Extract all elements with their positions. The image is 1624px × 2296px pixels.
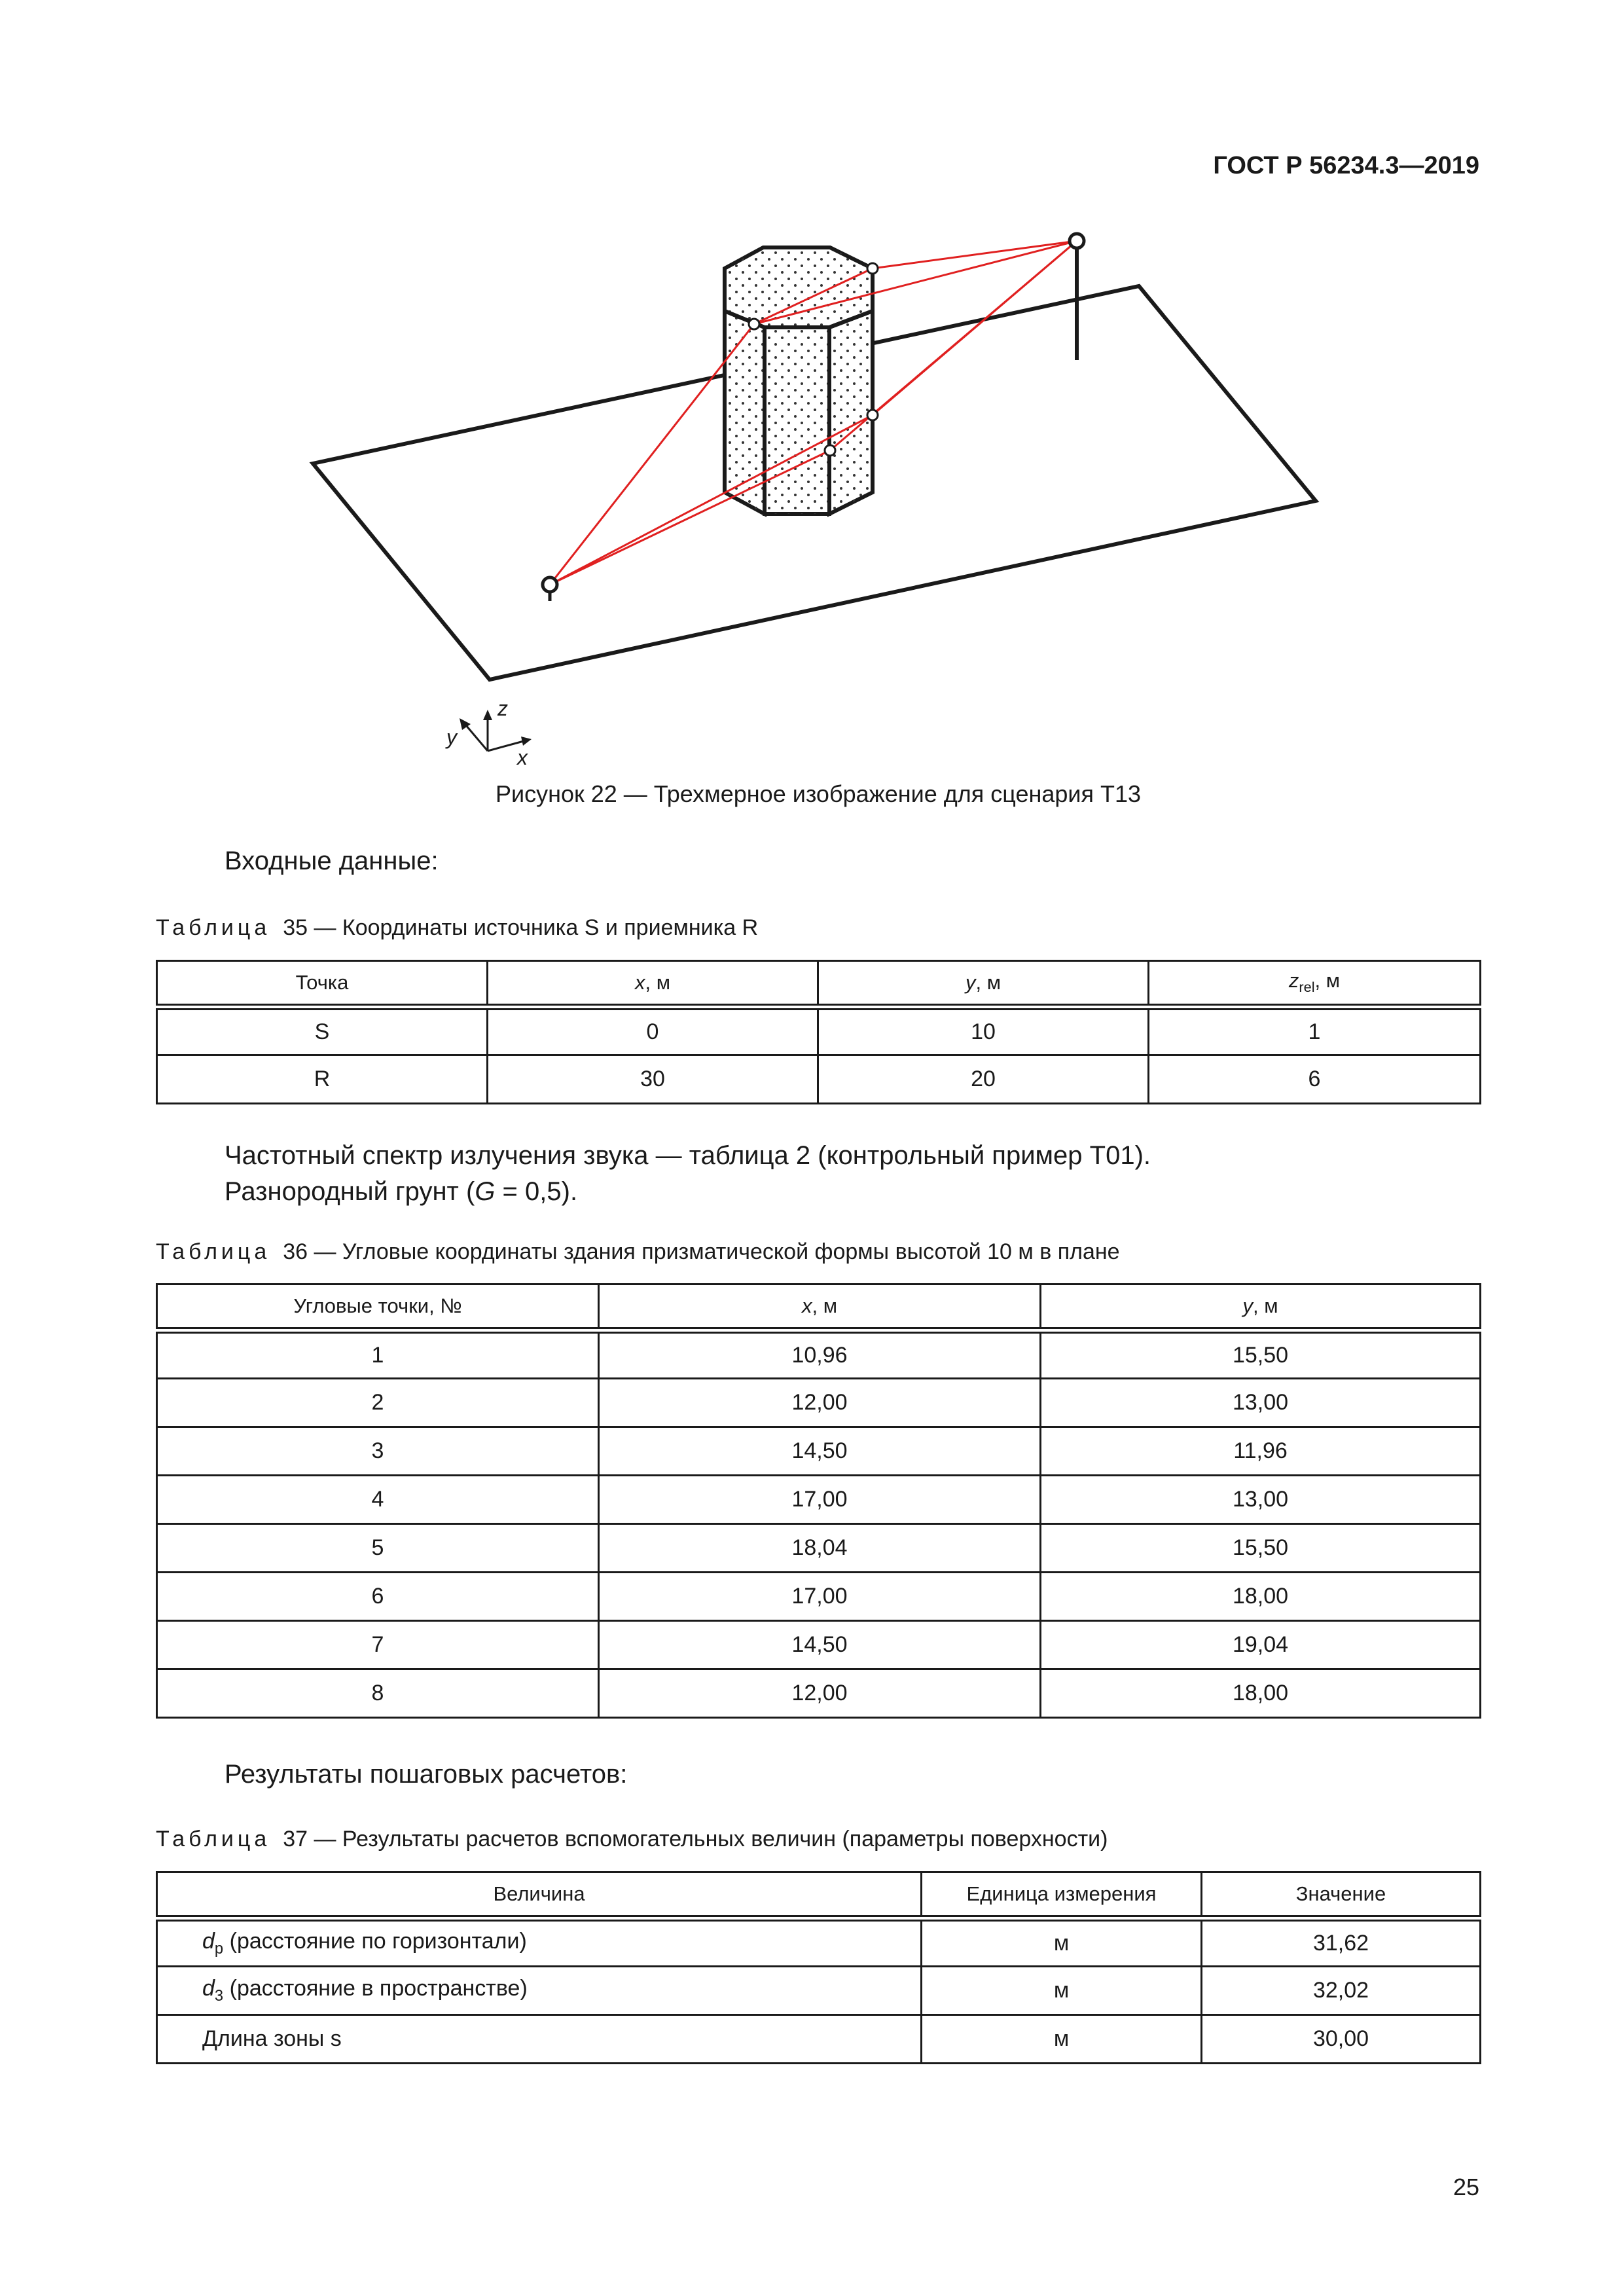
value-cell: 31,62 xyxy=(1202,1918,1481,1967)
table-row xyxy=(157,1918,1481,1967)
table-cell: 18,00 xyxy=(1041,1573,1481,1621)
table36-caption: Таблица 36 — Угловые координаты здания призматической формы высотой 10 м в плане xyxy=(156,1239,1120,1264)
spectrum-text: Частотный спектр излучения звука — таблица 2 (контрольный пример Т01). xyxy=(225,1141,1151,1170)
table-cell: 4 xyxy=(157,1476,599,1524)
table36 xyxy=(156,1283,1481,1719)
table-cell: 6 xyxy=(157,1573,599,1621)
table-row xyxy=(157,1669,1481,1718)
value-cell: 30,00 xyxy=(1202,2015,1481,2064)
table-cell: 0 xyxy=(488,1007,818,1055)
ground-text: Разнородный грунт (G = 0,5). xyxy=(225,1177,578,1206)
table-cell: 12,00 xyxy=(599,1379,1041,1427)
table36-header-corner: Угловые точки, № xyxy=(157,1285,599,1330)
table-cell: 17,00 xyxy=(599,1476,1041,1524)
table-cell: R xyxy=(157,1055,488,1104)
table35-header-point: Точка xyxy=(157,961,488,1007)
table-cell: 18,00 xyxy=(1041,1669,1481,1718)
table-cell: 3 xyxy=(157,1427,599,1476)
table-row xyxy=(157,2015,1481,2064)
table-cell: 6 xyxy=(1149,1055,1481,1104)
value-cell: 32,02 xyxy=(1202,1967,1481,2015)
table-cell: 10 xyxy=(818,1007,1149,1055)
table-cell: S xyxy=(157,1007,488,1055)
unit-cell: м xyxy=(922,1918,1202,1967)
table35-header-x: x, м xyxy=(488,961,818,1007)
table-cell: 1 xyxy=(1149,1007,1481,1055)
source-point xyxy=(543,577,557,592)
axis-label-x: x xyxy=(517,746,528,769)
table36-header-x: x, м xyxy=(599,1285,1041,1330)
axis-label-z: z xyxy=(497,697,508,720)
receiver-point xyxy=(1070,234,1084,248)
table-row xyxy=(157,1524,1481,1573)
table37-caption: Таблица 37 — Результаты расчетов вспомогательных величин (параметры поверхности) xyxy=(156,1827,1108,1851)
quantity-cell: $d_3$ (расстояние в пространстве) xyxy=(157,1967,922,2015)
table-cell: 5 xyxy=(157,1524,599,1573)
unit-cell: м xyxy=(922,2015,1202,2064)
unit-cell: м xyxy=(922,1967,1202,2015)
table37-header-quantity: Величина xyxy=(157,1872,922,1918)
table-cell: 12,00 xyxy=(599,1669,1041,1718)
results-heading: Результаты пошаговых расчетов: xyxy=(225,1760,628,1789)
table-row xyxy=(157,1055,1481,1104)
document-header: ГОСТ Р 56234.3—2019 xyxy=(1213,152,1479,179)
input-heading: Входные данные: xyxy=(225,847,439,875)
table37-header-value: Значение xyxy=(1202,1872,1481,1918)
table-row xyxy=(157,1427,1481,1476)
quantity-cell: $d_p$ (расстояние по горизонтали) xyxy=(157,1918,922,1967)
table-cell: 10,96 xyxy=(599,1330,1041,1379)
axis-label-y: y xyxy=(446,725,457,749)
table-cell: 15,50 xyxy=(1041,1330,1481,1379)
table-cell: 8 xyxy=(157,1669,599,1718)
table35 xyxy=(156,960,1481,1104)
table-row xyxy=(157,1007,1481,1055)
table35-caption: Таблица 35 — Координаты источника S и приемника R xyxy=(156,915,759,940)
table-cell: 19,04 xyxy=(1041,1621,1481,1669)
table-row xyxy=(157,1621,1481,1669)
table-row xyxy=(157,1476,1481,1524)
table-row xyxy=(157,1379,1481,1427)
table-cell: 17,00 xyxy=(599,1573,1041,1621)
figure-caption: Рисунок 22 — Трехмерное изображение для сценария Т13 xyxy=(495,780,1142,807)
table-row xyxy=(157,1330,1481,1379)
table-row xyxy=(157,1967,1481,2015)
table-row xyxy=(157,1573,1481,1621)
table35-header-zrel: $z_{rel}$, м xyxy=(1149,961,1481,1007)
quantity-cell: Длина зоны s xyxy=(157,2015,922,2064)
table-cell: 20 xyxy=(818,1055,1149,1104)
table-cell: 2 xyxy=(157,1379,599,1427)
figure-3d-scene xyxy=(288,223,1335,773)
table-cell: 13,00 xyxy=(1041,1476,1481,1524)
axis-triad xyxy=(460,710,532,751)
table-cell: 13,00 xyxy=(1041,1379,1481,1427)
table36-header-y: y, м xyxy=(1041,1285,1481,1330)
table-cell: 18,04 xyxy=(599,1524,1041,1573)
table37 xyxy=(156,1871,1481,2064)
table-cell: 14,50 xyxy=(599,1621,1041,1669)
table37-header-unit: Единица измерения xyxy=(922,1872,1202,1918)
table-cell: 11,96 xyxy=(1041,1427,1481,1476)
table35-header-y: y, м xyxy=(818,961,1149,1007)
table-cell: 7 xyxy=(157,1621,599,1669)
table-cell: 15,50 xyxy=(1041,1524,1481,1573)
table-cell: 30 xyxy=(488,1055,818,1104)
page-number: 25 xyxy=(1453,2174,1479,2200)
table-cell: 1 xyxy=(157,1330,599,1379)
table-cell: 14,50 xyxy=(599,1427,1041,1476)
